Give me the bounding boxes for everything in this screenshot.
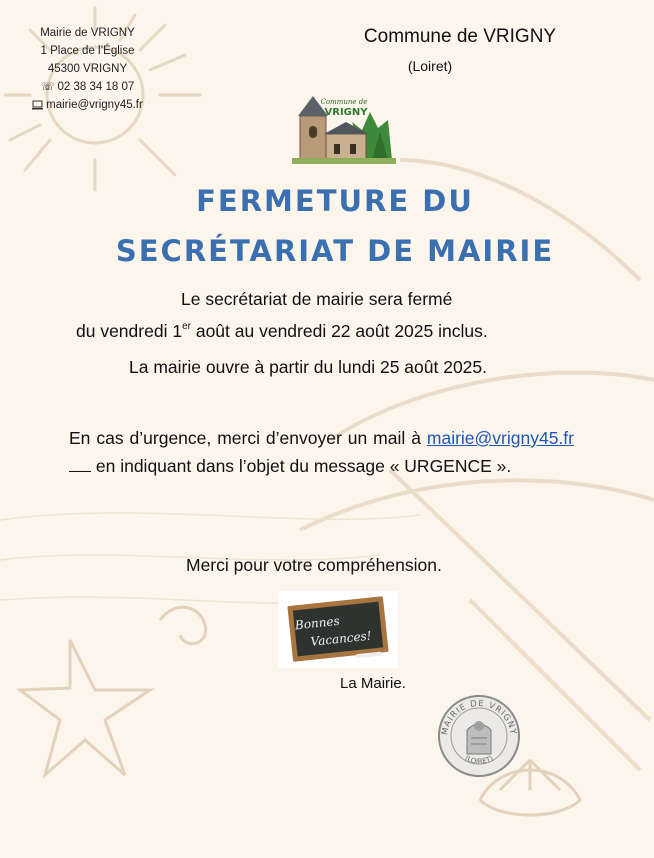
notice-title-line2: SECRÉTARIAT DE MAIRIE bbox=[115, 234, 555, 268]
mairie-name: Mairie de VRIGNY bbox=[40, 27, 135, 39]
seal-bottom-text: (LOIRET) bbox=[463, 754, 495, 766]
notice-line3: La mairie ouvre à partir du lundi 25 août 2025. bbox=[129, 357, 488, 377]
chalkboard-line1: Bonnes bbox=[294, 613, 341, 633]
telephone-icon: ☏ bbox=[40, 81, 55, 93]
chalkboard-line2: Vacances! bbox=[309, 628, 373, 649]
logo-text-commune: Commune de bbox=[320, 98, 368, 106]
urgency-text-before: En cas d’urgence, merci d’envoyer un mail à bbox=[69, 428, 421, 448]
email-line bbox=[20, 96, 155, 114]
phone-number: 02 38 34 18 07 bbox=[57, 81, 135, 93]
mairie-seal-stamp bbox=[437, 694, 521, 778]
mairie-address-block bbox=[20, 24, 155, 114]
urgency-email-link[interactable]: mairie@vrigny45.fr bbox=[426, 428, 574, 448]
underline-gap bbox=[69, 457, 91, 472]
seal-top-text: MAIRIE DE VRIGNY bbox=[439, 698, 518, 737]
mairie-email: mairie@vrigny45.fr bbox=[46, 99, 143, 111]
phone-line bbox=[20, 78, 155, 96]
notice-line2 bbox=[76, 321, 488, 342]
region-label: (Loiret) bbox=[407, 58, 453, 74]
notice-line2-sup: er bbox=[182, 321, 191, 332]
notice-line2-start: du vendredi 1 bbox=[76, 321, 183, 341]
notice-line2-end: août au vendredi 22 août 2025 inclus. bbox=[190, 321, 488, 341]
bonnes-vacances-chalkboard bbox=[278, 591, 398, 668]
vrigny-village-logo bbox=[292, 92, 396, 164]
mairie-city: 45300 VRIGNY bbox=[47, 63, 128, 75]
logo-text-vrigny: VRIGNY bbox=[324, 107, 368, 118]
computer-icon bbox=[32, 100, 43, 110]
urgency-text-after: en indiquant dans l’objet du message « URGENCE ». bbox=[95, 456, 512, 476]
mairie-street: 1 Place de l’Église bbox=[40, 45, 135, 57]
notice-line1: Le secrétariat de mairie sera fermé bbox=[181, 289, 453, 309]
notice-title-line1: FERMETURE DU bbox=[196, 184, 474, 218]
urgency-paragraph bbox=[69, 424, 574, 480]
commune-title: Commune de VRIGNY bbox=[363, 26, 557, 47]
signature: La Mairie. bbox=[340, 675, 406, 692]
thanks-message: Merci pour votre compréhension. bbox=[186, 555, 442, 575]
